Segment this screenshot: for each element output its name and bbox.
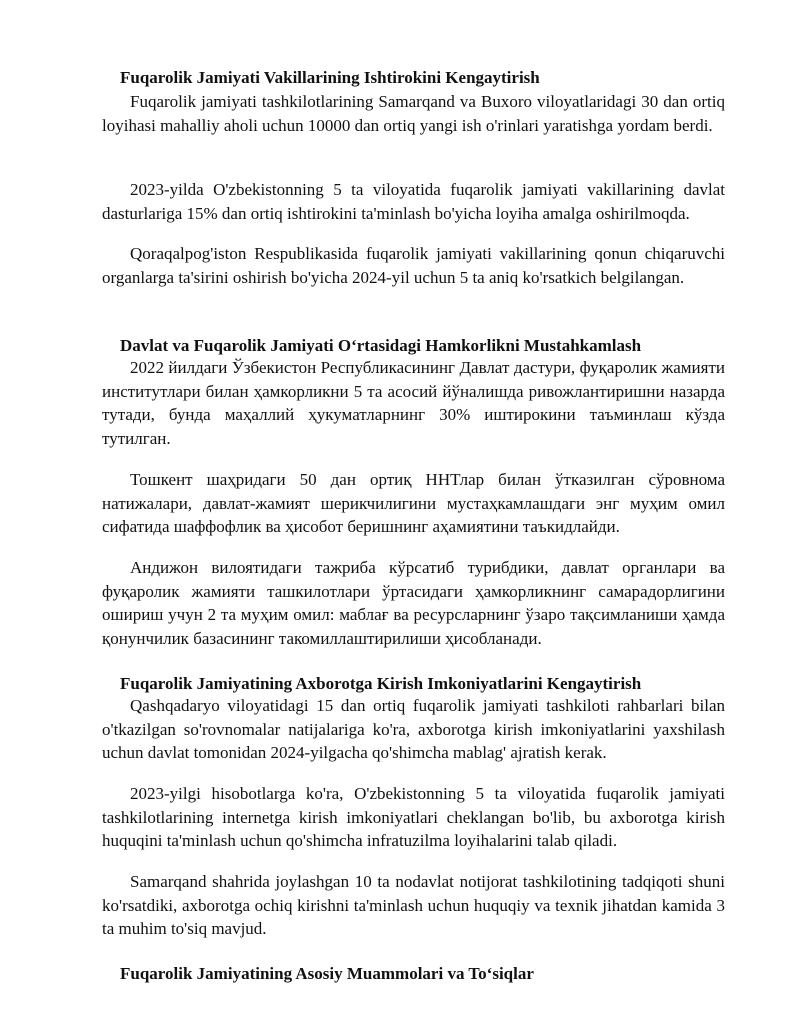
paragraph-text: Fuqarolik jamiyati tashkilotlarining Samarqand va Buxoro viloyatlaridagi 30 dan ortiq loyihasi mahalliy aholi uchun 10000 dan ortiq yangi ish o'rinlari yaratishga yordam berdi. <box>102 92 725 135</box>
paragraph <box>102 90 725 137</box>
paragraph-text: 2023-yilgi hisobotlarga ko'ra, O'zbekistonning 5 ta viloyatida fuqarolik jamiyati tashkilotlarining internetga kirish imkoniyatlari cheklangan bo'lib, bu axborotga kirish huquqini ta'minlash uchun qo'shimcha infratuzilma loyihalarini talab qiladi. <box>102 784 725 850</box>
section-heading: Fuqarolik Jamiyatining Asosiy Muammolari va To‘siqlar <box>120 964 534 983</box>
paragraph <box>102 356 725 450</box>
section-heading: Fuqarolik Jamiyatining Axborotga Kirish Imkoniyatlarini Kengaytirish <box>120 674 642 693</box>
paragraph <box>102 178 725 225</box>
section-heading: Fuqarolik Jamiyati Vakillarining Ishtirokini Kengaytirish <box>120 68 540 87</box>
paragraph <box>102 468 725 539</box>
paragraph-text: Qoraqalpog'iston Respublikasida fuqarolik jamiyati vakillarining qonun chiqaruvchi organlarga ta'sirini oshirish bo'yicha 2024-yil uchun 5 ta aniq ko'rsatkich belgilangan. <box>102 244 725 287</box>
paragraph <box>102 694 725 765</box>
paragraph-text: Samarqand shahrida joylashgan 10 ta nodavlat notijorat tashkilotining tadqiqoti shuni ko'rsatdiki, axborotga ochiq kirishni ta'minlash uchun huquqiy va texnik jihatdan kamida 3 ta muhim to'siq mavjud. <box>102 872 725 938</box>
paragraph-text: Тошкент шаҳридаги 50 дан ортиқ ННТлар билан ўтказилган сўровнома натижалари, давлат-жамият шерикчилигини мустаҳкамлашдаги энг муҳим омил сифатида шаффофлик ва ҳисобот беришнинг аҳамиятини таъкидлайди. <box>102 470 725 536</box>
paragraph-text: Qashqadaryo viloyatidagi 15 dan ortiq fuqarolik jamiyati tashkiloti rahbarlari bilan o'tkazilgan so'rovnomalar natijalariga ko'ra, axborotga kirish imkoniyatlarini yaxshilash uchun davlat tomonidan 2024-yilgacha qo'shimcha mablag' ajratish kerak. <box>102 696 725 762</box>
paragraph <box>102 556 725 650</box>
paragraph <box>102 870 725 941</box>
paragraph-text: 2023-yilda O'zbekistonning 5 ta viloyatida fuqarolik jamiyati vakillarining davlat dasturlariga 15% dan ortiq ishtirokini ta'minlash bo'yicha loyiha amalga oshirilmoqda. <box>102 180 725 223</box>
paragraph-text: Андижон вилоятидаги тажриба кўрсатиб турибдики, давлат органлари ва фуқаролик жамияти ташкилотлари ўртасидаги ҳамкорликнинг самарадорлигини ошириш учун 2 та муҳим омил: маблағ ва ресурсларнинг ўзаро тақсимланиши ҳамда қонунчилик базасининг такомиллаштирилиши ҳисобланади. <box>102 558 725 648</box>
paragraph <box>102 782 725 853</box>
paragraph <box>102 242 725 289</box>
section-heading: Davlat va Fuqarolik Jamiyati O‘rtasidagi Hamkorlikni Mustahkamlash <box>120 336 642 355</box>
paragraph-text: 2022 йилдаги Ўзбекистон Республикасининг Давлат дастури, фуқаролик жамияти институтлари билан ҳамкорликни 5 та асосий йўналишда ривожлантиришни назарда тутади, бунда маҳаллий ҳукуматларнинг 30% иштирокини таъминлаш кўзда тутилган. <box>102 358 725 448</box>
